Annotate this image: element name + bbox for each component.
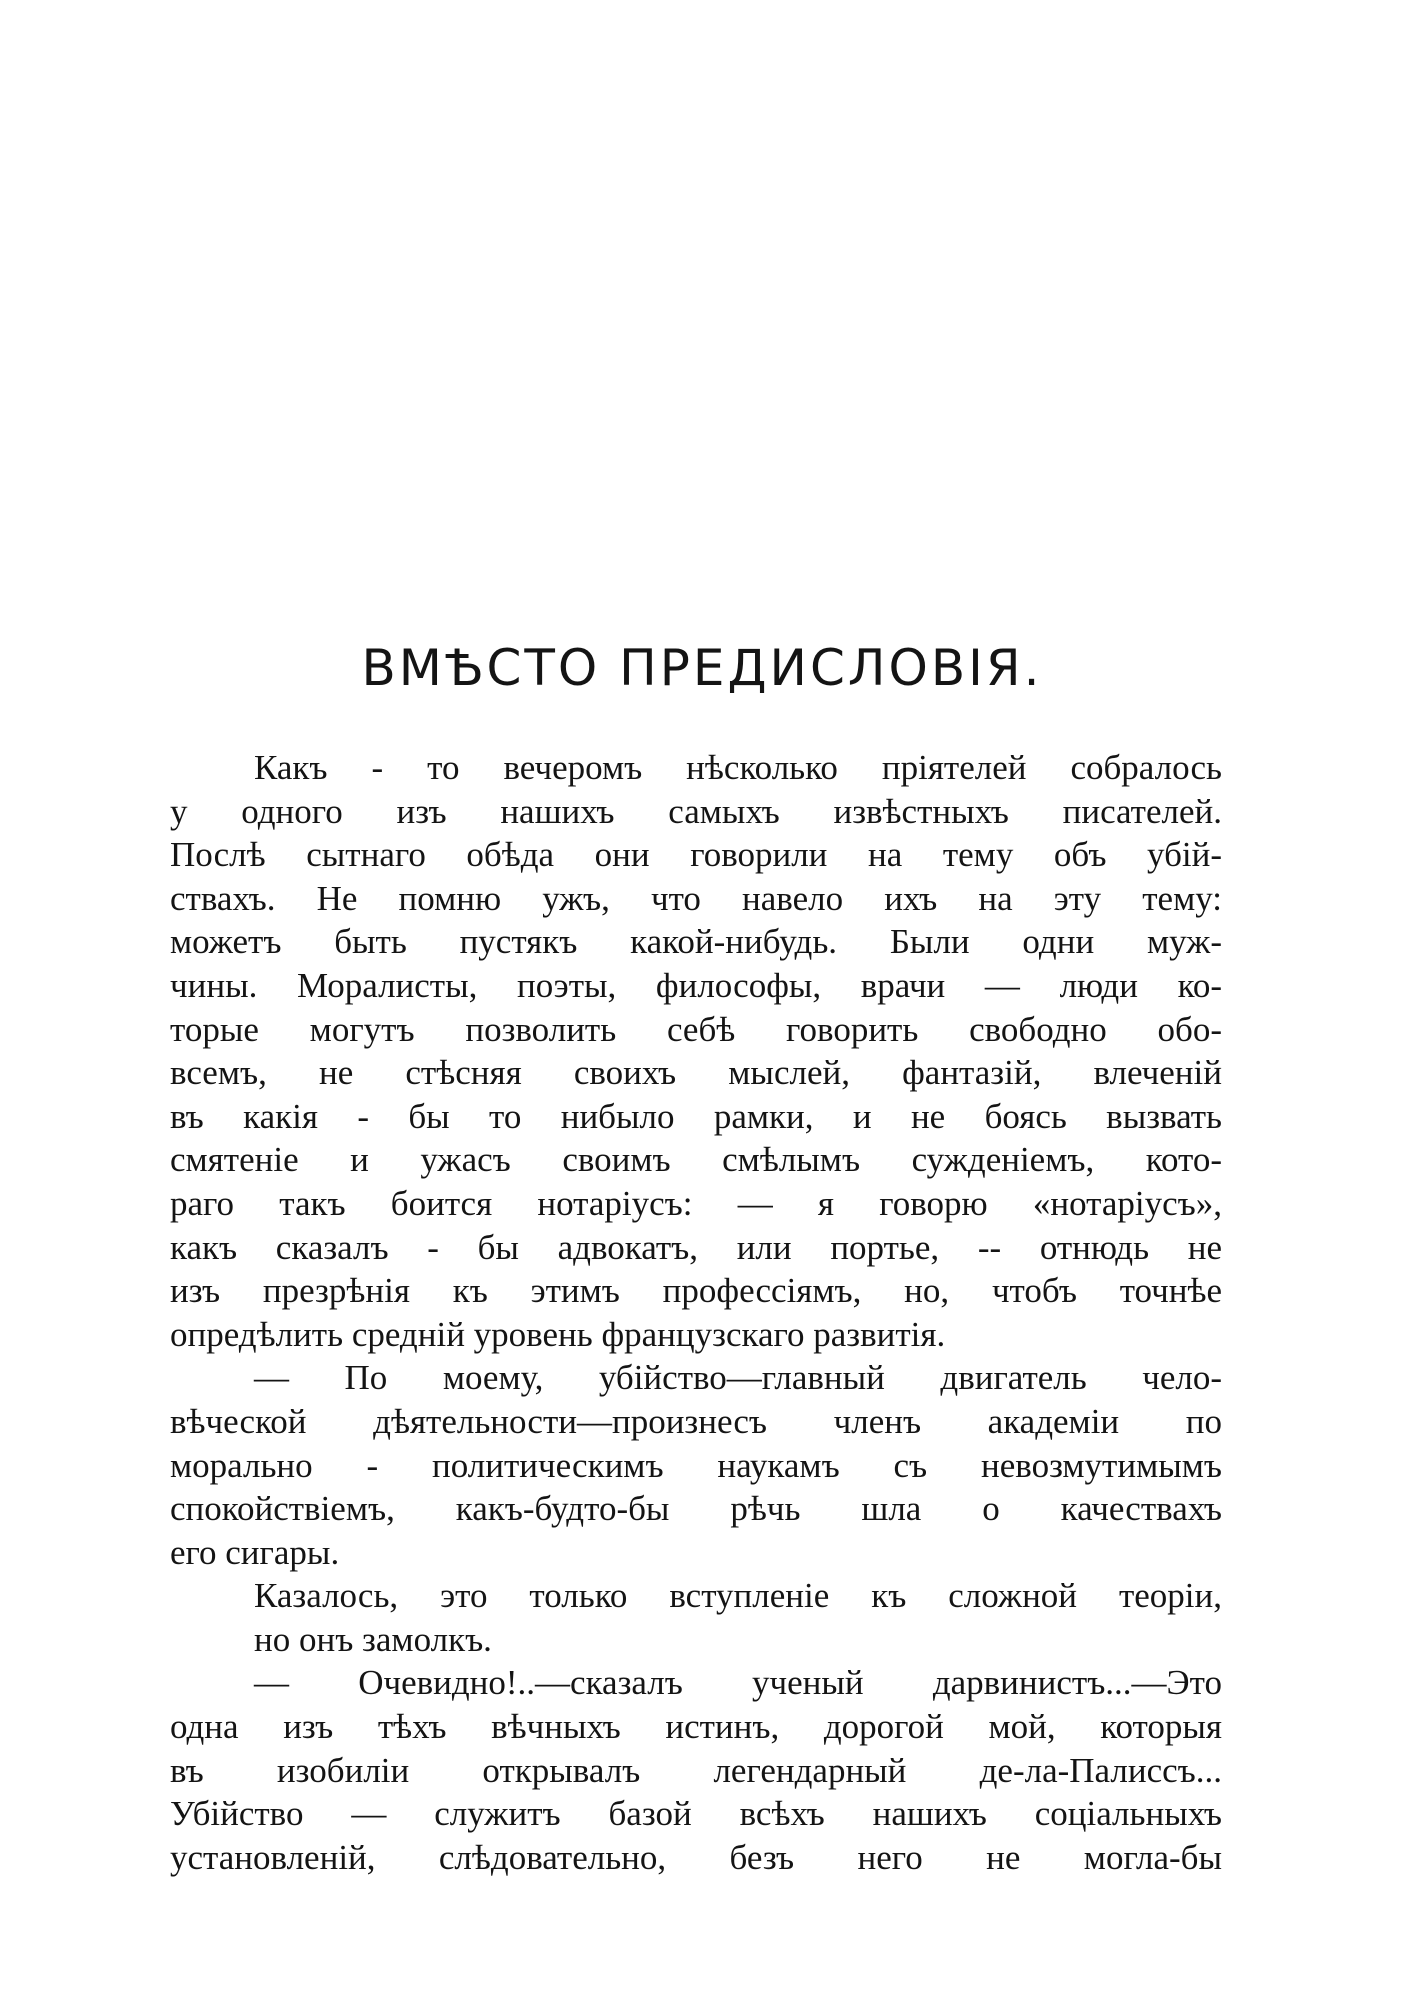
text-line: Убійство — служитъ базой всѣхъ нашихъ соціальныхъ xyxy=(170,1794,1222,1834)
text-line: его сигары. xyxy=(170,1532,340,1572)
text-line: Казалось, это только вступленіе къ сложной теоріи, xyxy=(254,1576,1222,1616)
text-line: морально - политическимъ наукамъ съ невозмутимымъ xyxy=(170,1445,1222,1485)
text-line: торые могутъ позволить себѣ говорить свободно обо- xyxy=(170,1009,1222,1049)
text-line: ствахъ. Не помню ужъ, что навело ихъ на эту тему: xyxy=(170,878,1222,918)
text-line: можетъ быть пустякъ какой-нибудь. Были одни муж- xyxy=(170,922,1222,962)
text-line: — Очевидно!..—сказалъ ученый дарвинистъ...—Это xyxy=(254,1663,1222,1703)
text-line: какъ сказалъ - бы адвокатъ, или портье, -- отнюдь не xyxy=(170,1227,1222,1267)
text-line: одна изъ тѣхъ вѣчныхъ истинъ, дорогой мой, которыя xyxy=(170,1707,1222,1747)
text-line: чины. Моралисты, поэты, философы, врачи — люди ко- xyxy=(170,965,1222,1005)
text-line: Какъ - то вечеромъ нѣсколько пріятелей собралось xyxy=(254,748,1222,787)
text-line: раго такъ боится нотаріусъ: — я говорю «нотаріусъ», xyxy=(170,1183,1222,1223)
text-line: установленій, слѣдовательно, безъ него не могла-бы xyxy=(170,1837,1222,1877)
text-line: вѣческой дѣятельности—произнесъ членъ академіи по xyxy=(170,1401,1222,1441)
text-line: Послѣ сытнаго обѣда они говорили на тему объ убій- xyxy=(170,835,1222,875)
text-line: смятеніе и ужасъ своимъ смѣлымъ сужденіемъ, кото- xyxy=(170,1140,1222,1180)
text-line: спокойствіемъ, какъ-будто-бы рѣчь шла о качествахъ xyxy=(170,1489,1222,1529)
text-line: изъ презрѣнія къ этимъ профессіямъ, но, чтобъ точнѣе xyxy=(170,1271,1222,1311)
text-line: — По моему, убійство—главный двигатель чело- xyxy=(254,1358,1222,1398)
text-line: опредѣлить средній уровень французскаго развитія. xyxy=(170,1314,946,1354)
text-line: у одного изъ нашихъ самыхъ извѣстныхъ писателей. xyxy=(170,791,1222,831)
body-text xyxy=(170,746,1222,1879)
text-line: всемъ, не стѣсняя своихъ мыслей, фантазій, влеченій xyxy=(170,1053,1222,1093)
text-line: въ какія - бы то нибыло рамки, и не боясь вызвать xyxy=(170,1096,1222,1136)
page-title: ВМѢСТО ПРЕДИСЛОВІЯ. xyxy=(361,639,1043,697)
text-line: въ изобиліи открывалъ легендарный де-ла-Палиссъ... xyxy=(170,1750,1222,1790)
text-line: но онъ замолкъ. xyxy=(254,1619,492,1659)
